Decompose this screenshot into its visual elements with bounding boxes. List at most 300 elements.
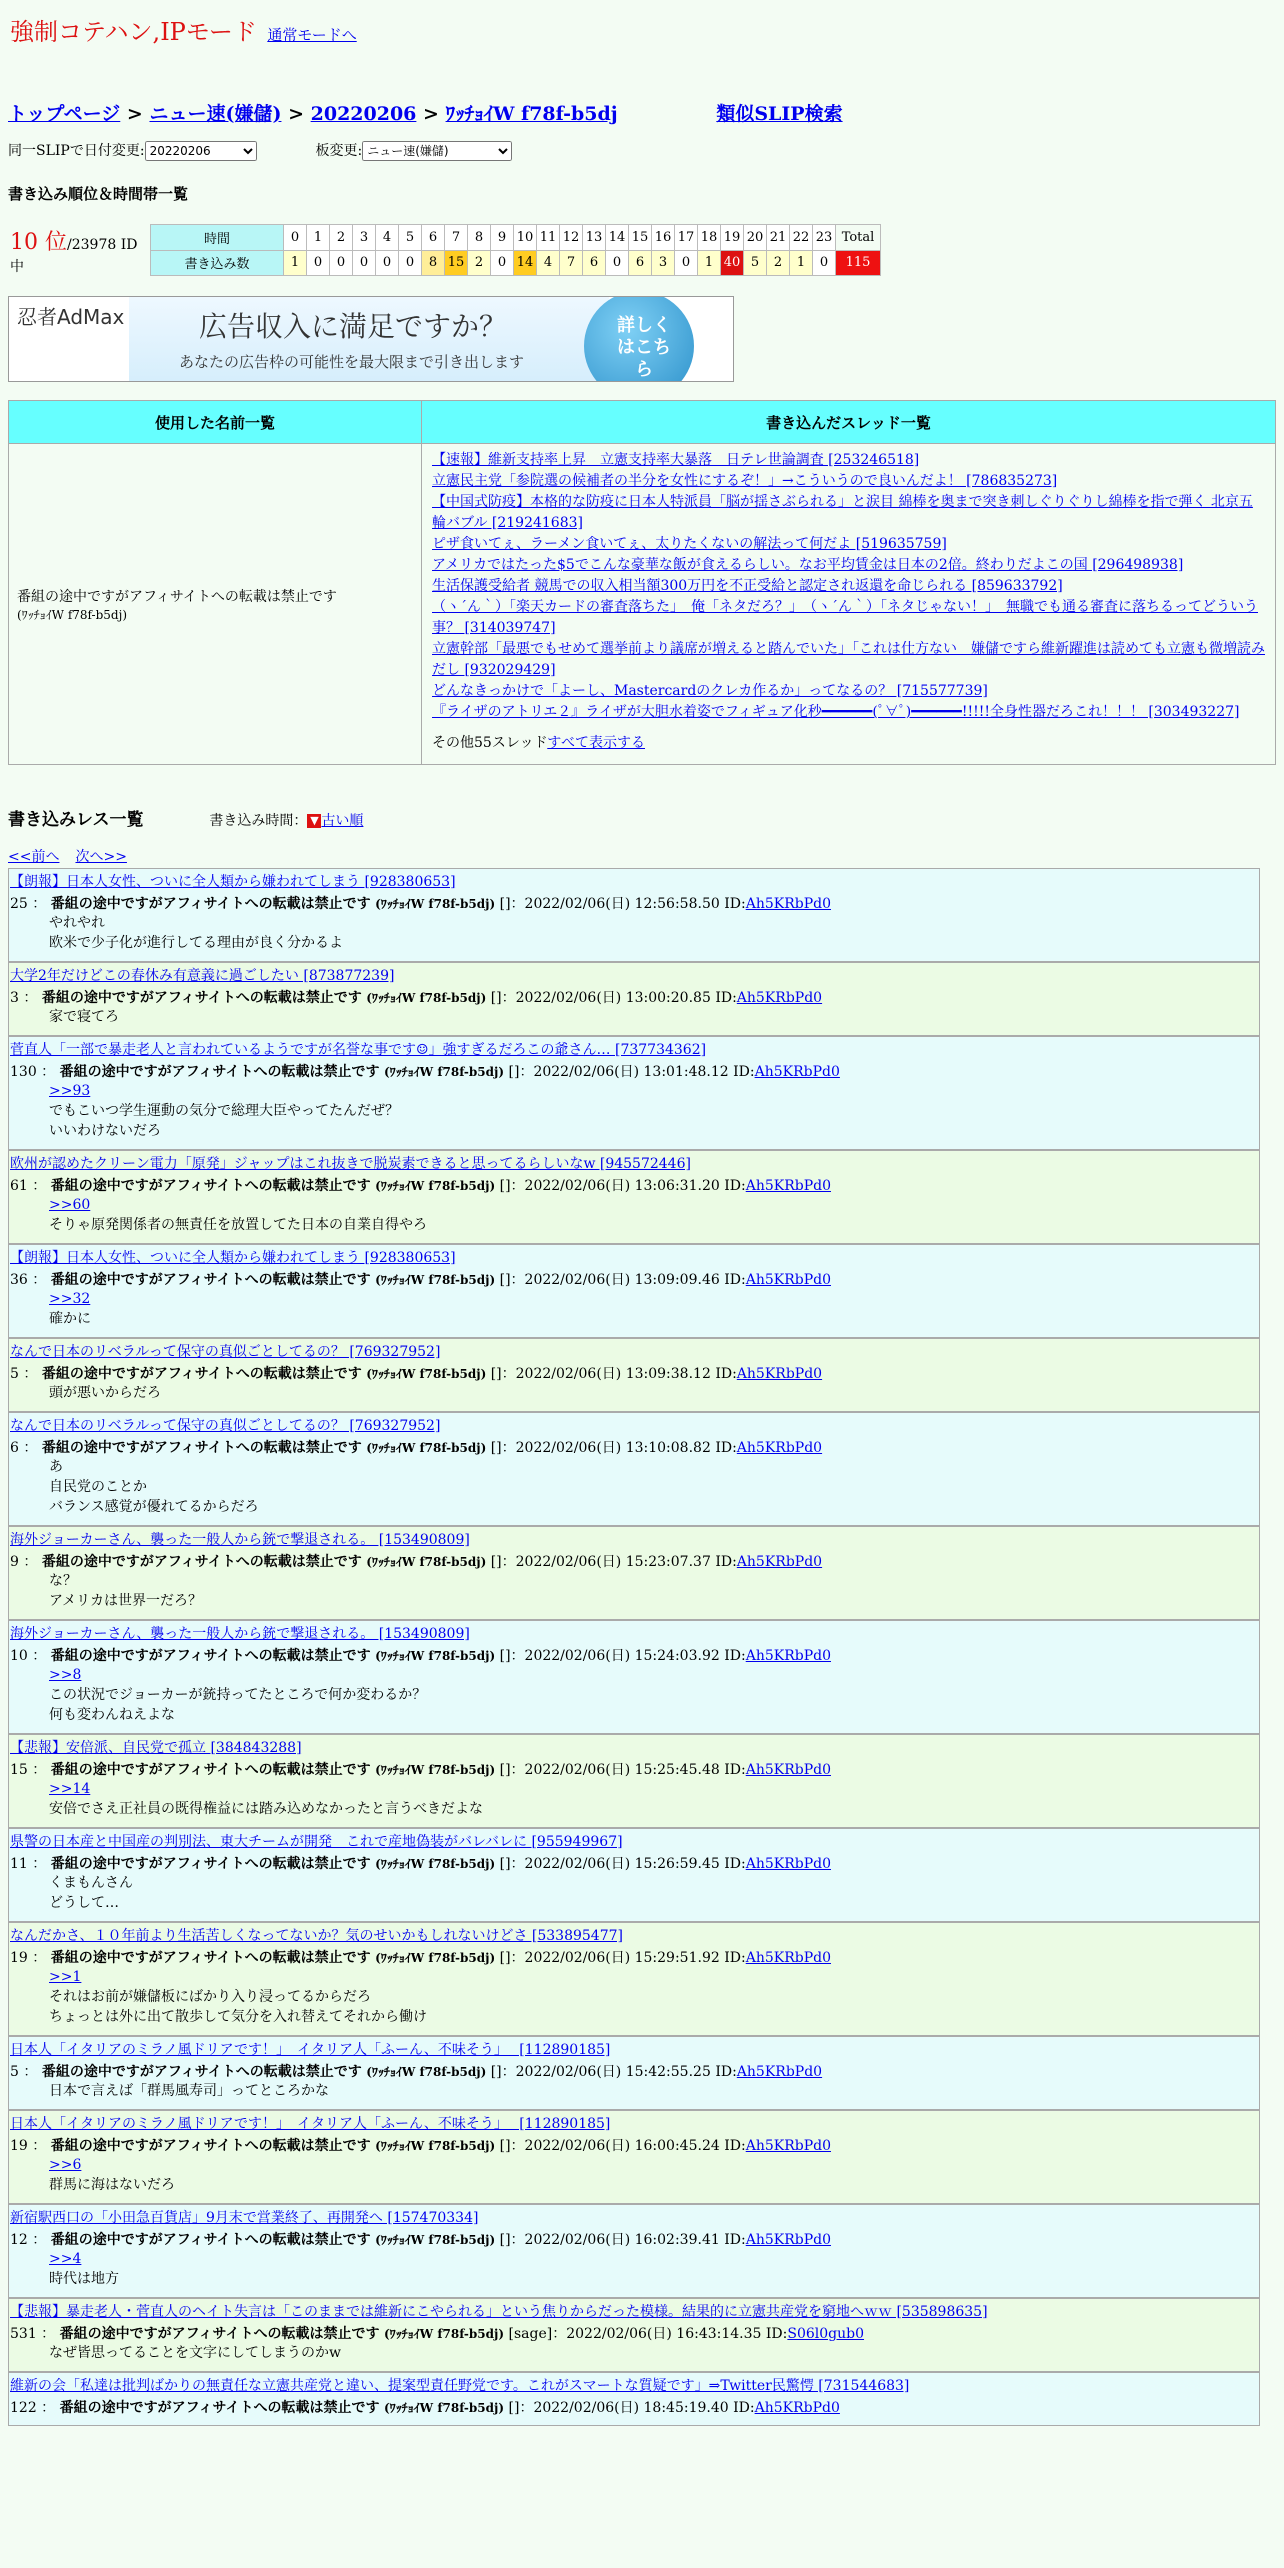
hour-header-cell: 12	[560, 225, 583, 251]
post-date: 2022/02/06(日) 15:24:03.92	[524, 1648, 720, 1664]
hour-count-cell: 14	[514, 250, 537, 276]
post-thread-link[interactable]: 欧州が認めたクリーン電力「原発」ジャップはこれ抜きで脱炭素できると思ってるらしいなw [945572446]	[10, 1156, 691, 1172]
post-body	[49, 1665, 1259, 1725]
hour-header-cell: 23	[813, 225, 836, 251]
post-date: 2022/02/06(日) 15:26:59.45	[524, 1856, 720, 1872]
post-id-label: ID:	[715, 1554, 737, 1570]
hour-count-cell: 3	[652, 250, 675, 276]
post-id-link[interactable]: Ah5KRbPd0	[745, 1950, 831, 1966]
post-date: 2022/02/06(日) 15:23:07.37	[515, 1554, 711, 1570]
hour-header-cell: 22	[790, 225, 813, 251]
post-id-label: ID:	[715, 990, 737, 1006]
ad-logo: 忍者AdMax	[17, 305, 125, 329]
post-name: 番組の途中ですがアフィサイトへの転載は禁止です	[50, 1950, 371, 1966]
thread-link[interactable]: どんなきっかけで「よーし、Mastercardのクレカ作るか」ってなるの？ [715577739]	[432, 683, 988, 699]
threads-cell	[422, 444, 1276, 765]
ad-subtitle: あなたの広告枠の可能性を最大限まで引き出します	[179, 353, 525, 371]
post-number: 11	[10, 1856, 28, 1872]
post-item	[8, 1412, 1260, 1526]
post-text-line: 欧米で少子化が進行してる理由が良く分かるよ	[49, 935, 343, 951]
post-trip: (ﾜｯﾁｮｲW f78f-b5dj)	[366, 1555, 487, 1569]
post-thread-link[interactable]: なんだかさ、１０年前より生活苦しくなってないか？気のせいかもしれないけどさ [533895477]	[10, 1928, 623, 1944]
post-id-link[interactable]: Ah5KRbPd0	[745, 1272, 831, 1288]
post-name: 番組の途中ですがアフィサイトへの転載は禁止です	[41, 2064, 362, 2080]
post-trip: (ﾜｯﾁｮｲW f78f-b5dj)	[366, 1367, 487, 1381]
post-name: 番組の途中ですがアフィサイトへの転載は禁止です	[50, 1762, 371, 1778]
post-id-link[interactable]: Ah5KRbPd0	[736, 1440, 823, 1456]
post-meta: 6 ： 番組の途中ですがアフィサイトへの転載は禁止です (ﾜｯﾁｮｲW f78f-b5dj) []：2022/02/06(日) 13:10:08.82 ID:Ah5KRbPd0	[10, 1440, 823, 1456]
post-thread-link[interactable]: なんで日本のリベラルって保守の真似ごとしてるの？ [769327952]	[10, 1418, 441, 1434]
thread-link[interactable]: 生活保護受給者 競馬での収入相当額300万円を不正受給と認定され返還を命じられる [859633792]	[432, 578, 1063, 594]
hour-count-cell: 7	[560, 250, 583, 276]
hour-count-cell: 0	[376, 250, 399, 276]
post-trip: (ﾜｯﾁｮｲW f78f-b5dj)	[375, 2233, 496, 2247]
post-thread-link[interactable]: 【朗報】日本人女性、ついに全人類から嫌われてしまう [928380653]	[10, 874, 456, 890]
breadcrumb-top[interactable]: トップページ	[8, 103, 121, 125]
hour-header-cell: 14	[606, 225, 629, 251]
post-body	[49, 1383, 1259, 1403]
breadcrumb-board[interactable]: ニュー速(嫌儲)	[149, 103, 282, 125]
post-id-label: ID:	[724, 1648, 746, 1664]
post-id-link[interactable]: Ah5KRbPd0	[736, 1554, 823, 1570]
post-date: 2022/02/06(日) 15:42:55.25	[515, 2064, 711, 2080]
post-number: 9	[10, 1554, 19, 1570]
post-body	[49, 1007, 1259, 1027]
show-all-threads-link[interactable]: すべて表示する	[547, 735, 645, 751]
threads-header: 書き込んだスレッド一覧	[422, 401, 1276, 444]
post-id-label: ID:	[715, 2064, 737, 2080]
thread-link[interactable]: 立憲幹部「最悪でもせめて選挙前より議席が増えると踏んでいた」「これは仕方ない 嫌儲ですら維新躍進は読めても立憲も微増読みだし [932029429]	[432, 641, 1265, 678]
post-text-line: 確かに	[49, 1311, 91, 1327]
hour-header-cell: 0	[284, 225, 307, 251]
post-id-link[interactable]: Ah5KRbPd0	[745, 896, 831, 912]
post-trip: (ﾜｯﾁｮｲW f78f-b5dj)	[375, 1179, 496, 1193]
ad-banner[interactable]	[8, 296, 734, 382]
post-id-label: ID:	[724, 2138, 746, 2154]
post-name: 番組の途中ですがアフィサイトへの転載は禁止です	[50, 2232, 371, 2248]
thread-link[interactable]: （ヽ´ん｀）「楽天カードの審査落ちた」 俺「ネタだろ？」 （ヽ´ん｀）「ネタじゃない！」 無職でも通る審査に落ちるってどういう事？ [314039747]	[432, 599, 1258, 636]
post-trip: (ﾜｯﾁｮｲW f78f-b5dj)	[384, 2327, 505, 2341]
post-date: 2022/02/06(日) 15:29:51.92	[524, 1950, 720, 1966]
post-name: 番組の途中ですがアフィサイトへの転載は禁止です	[59, 1064, 380, 1080]
post-text-line: なぜ皆思ってることを文字にしてしまうのかw	[49, 2345, 341, 2361]
post-date: 2022/02/06(日) 16:02:39.41	[524, 2232, 720, 2248]
hour-count-cell: 15	[445, 250, 468, 276]
used-trip: (ﾜｯﾁｮｲW f78f-b5dj)	[17, 607, 128, 622]
post-id-link[interactable]: Ah5KRbPd0	[745, 2232, 831, 2248]
post-number: 5	[10, 1366, 19, 1382]
thread-link[interactable]: アメリカではたった$5でこんな豪華な飯が食えるらしい。なお平均賃金は日本の2倍。終わりだよこの国 [296498938]	[432, 557, 1184, 573]
post-mail: []	[499, 2232, 511, 2248]
post-body	[49, 1289, 1259, 1329]
post-date: 2022/02/06(日) 12:56:58.50	[524, 896, 720, 912]
post-name: 番組の途中ですがアフィサイトへの転載は禁止です	[50, 1648, 371, 1664]
post-date: 2022/02/06(日) 16:43:14.35	[566, 2326, 762, 2342]
hour-header-cell: 20	[744, 225, 767, 251]
post-number: 25	[10, 896, 28, 912]
post-id-label: ID:	[715, 1440, 737, 1456]
post-item	[8, 1828, 1260, 1922]
post-thread-link[interactable]: 維新の会「私達は批判ばかりの無責任な立憲共産党と違い、提案型責任野党です。これがスマートな質疑です」⇒Twitter民驚愕 [731544683]	[10, 2378, 910, 2394]
post-trip: (ﾜｯﾁｮｲW f78f-b5dj)	[366, 2065, 487, 2079]
post-item	[8, 2298, 1260, 2372]
post-id-label: ID:	[724, 1762, 746, 1778]
reply-anchor-link[interactable]: >>4	[49, 2251, 82, 2267]
thread-link[interactable]: 【中国式防疫】本格的な防疫に日本人特派員「脳が揺さぶられる」と涙目 綿棒を奥まで突き刺しぐりぐりし綿棒を指で弾く 北京五輪バブル [219241683]	[432, 494, 1253, 531]
hour-header-cell: 13	[583, 225, 606, 251]
post-item	[8, 1526, 1260, 1620]
time-sort-label: 書き込み時間：	[209, 813, 308, 829]
post-id-link[interactable]: S06l0gub0	[787, 2326, 865, 2342]
hour-count-cell: 8	[422, 250, 445, 276]
hour-header-cell: 2	[330, 225, 353, 251]
post-body	[49, 2343, 1259, 2363]
post-thread-link[interactable]: 大学2年だけどこの春休み有意義に過ごしたい [873877239]	[10, 968, 395, 984]
post-thread-link[interactable]: 県警の日本産と中国産の判別法、東大チームが開発 これで産地偽装がバレバレに [955949967]	[10, 1834, 623, 1850]
post-body	[49, 1873, 1259, 1913]
post-text-line: 日本で言えば「群馬風寿司」ってところかな	[49, 2083, 329, 2099]
hour-header-cell: 10	[514, 225, 537, 251]
post-id-label: ID:	[733, 1064, 755, 1080]
posts-heading-bar	[8, 805, 1260, 830]
post-item	[8, 962, 1260, 1036]
post-number: 122	[10, 2400, 37, 2416]
ad-title: 広告収入に満足ですか？	[199, 310, 508, 343]
post-item	[8, 1922, 1260, 2036]
post-text-line: ちょっとは外に出て散歩して気分を入れ替えてそれから働け	[49, 2009, 427, 2025]
post-number: 10	[10, 1648, 28, 1664]
post-meta: 3 ： 番組の途中ですがアフィサイトへの転載は禁止です (ﾜｯﾁｮｲW f78f-b5dj) []：2022/02/06(日) 13:00:20.85 ID:Ah5KRbPd0	[10, 990, 823, 1006]
sort-down-icon[interactable]: ▼	[307, 814, 321, 828]
post-id-link[interactable]: Ah5KRbPd0	[754, 1064, 840, 1080]
post-trip: (ﾜｯﾁｮｲW f78f-b5dj)	[375, 1951, 496, 1965]
similar-slip-search-link[interactable]: 類似SLIP検索	[716, 103, 843, 125]
post-trip: (ﾜｯﾁｮｲW f78f-b5dj)	[375, 897, 496, 911]
thread-link[interactable]: 立憲民主党「参院選の候補者の半分を女性にするぞ！」→こういうので良いんだよ！ [786835273]	[432, 473, 1058, 489]
post-body	[49, 1457, 1259, 1517]
hour-count-cell: 0	[675, 250, 698, 276]
normal-mode-link[interactable]: 通常モードへ	[267, 26, 357, 44]
hour-header-cell: 8	[468, 225, 491, 251]
post-mail: []	[490, 1554, 502, 1570]
hour-count-cell: 40	[721, 250, 744, 276]
hour-count-cell: 0	[353, 250, 376, 276]
thread-link[interactable]: 『ライザのアトリエ２』ライザが大胆水着姿でフィギュア化秒━━━━━━(ﾟ∀ﾟ)━━━━━━!!!!!全身性器だろこれ！！！ [303493227]	[432, 704, 1240, 720]
names-cell	[9, 444, 422, 765]
post-mail: []	[499, 1950, 511, 1966]
post-item	[8, 2372, 1260, 2426]
post-thread-link[interactable]: 日本人「イタリアのミラノ風ドリアです！」 イタリア人「ふーん、不味そう」 [112890185]	[10, 2042, 611, 2058]
post-trip: (ﾜｯﾁｮｲW f78f-b5dj)	[366, 1441, 487, 1455]
post-id-label: ID:	[715, 1366, 737, 1382]
same-slip-label: 同一SLIPで日付変更:	[8, 143, 145, 159]
hour-header-cell: 6	[422, 225, 445, 251]
post-text-line: それはお前が嫌儲板にばかり入り浸ってるからだろ	[49, 1989, 371, 2005]
ranking-heading: 書き込み順位＆時間帯一覧	[8, 185, 189, 203]
post-meta: 15 ： 番組の途中ですがアフィサイトへの転載は禁止です (ﾜｯﾁｮｲW f78f-b5dj) []：2022/02/06(日) 15:25:45.48 ID:Ah5KRbPd0	[10, 1762, 831, 1778]
mode-bar	[10, 12, 1260, 47]
post-name: 番組の途中ですがアフィサイトへの転載は禁止です	[59, 2326, 380, 2342]
post-id-label: ID:	[724, 1856, 746, 1872]
post-id-label: ID:	[724, 1950, 746, 1966]
post-item	[8, 1150, 1260, 1244]
post-meta: 9 ： 番組の途中ですがアフィサイトへの転載は禁止です (ﾜｯﾁｮｲW f78f-b5dj) []：2022/02/06(日) 15:23:07.37 ID:Ah5KRbPd0	[10, 1554, 823, 1570]
post-trip: (ﾜｯﾁｮｲW f78f-b5dj)	[384, 1065, 505, 1079]
post-id-label: ID:	[724, 2232, 746, 2248]
hour-header-cell: 11	[537, 225, 560, 251]
post-item	[8, 2110, 1260, 2204]
post-mail: []	[499, 1648, 511, 1664]
post-number: 6	[10, 1440, 19, 1456]
board-select[interactable]	[362, 141, 512, 161]
post-text-line: そりゃ原発関係者の無責任を放置してた日本の自業自得やろ	[49, 1217, 427, 1233]
post-id-label: ID:	[724, 1272, 746, 1288]
post-date: 2022/02/06(日) 13:00:20.85	[515, 990, 711, 1006]
reply-anchor-link[interactable]: >>6	[49, 2157, 82, 2173]
post-item	[8, 1036, 1260, 1150]
hour-count-cell: 0	[606, 250, 629, 276]
hour-header-cell: 7	[445, 225, 468, 251]
post-name: 番組の途中ですがアフィサイトへの転載は禁止です	[59, 2400, 380, 2416]
post-body	[49, 2249, 1259, 2289]
post-meta: 19 ： 番組の途中ですがアフィサイトへの転載は禁止です (ﾜｯﾁｮｲW f78f-b5dj) []：2022/02/06(日) 16:00:45.24 ID:Ah5KRbPd0	[10, 2138, 831, 2154]
post-id-link[interactable]: Ah5KRbPd0	[736, 990, 823, 1006]
post-name: 番組の途中ですがアフィサイトへの転載は禁止です	[41, 1366, 362, 1382]
post-name: 番組の途中ですがアフィサイトへの転載は禁止です	[50, 1856, 371, 1872]
post-meta: 5 ： 番組の途中ですがアフィサイトへの転載は禁止です (ﾜｯﾁｮｲW f78f-b5dj) []：2022/02/06(日) 15:42:55.25 ID:Ah5KRbPd0	[10, 2064, 823, 2080]
post-item	[8, 868, 1260, 962]
post-name: 番組の途中ですがアフィサイトへの転載は禁止です	[50, 1178, 371, 1194]
hour-header-cell: Total	[836, 225, 881, 251]
post-item	[8, 1734, 1260, 1828]
post-meta: 5 ： 番組の途中ですがアフィサイトへの転載は禁止です (ﾜｯﾁｮｲW f78f-b5dj) []：2022/02/06(日) 13:09:38.12 ID:Ah5KRbPd0	[10, 1366, 823, 1382]
post-trip: (ﾜｯﾁｮｲW f78f-b5dj)	[375, 1649, 496, 1663]
thread-link[interactable]: 【速報】維新支持率上昇 立憲支持率大暴落 日テレ世論調査 [253246518]	[432, 452, 920, 468]
post-list	[8, 868, 1260, 2426]
same-slip-date-select[interactable]	[145, 141, 257, 161]
post-date: 2022/02/06(日) 13:10:08.82	[515, 1440, 711, 1456]
breadcrumb	[8, 99, 1260, 126]
post-meta: 36 ： 番組の途中ですがアフィサイトへの転載は禁止です (ﾜｯﾁｮｲW f78f-b5dj) []：2022/02/06(日) 13:09:09.46 ID:Ah5KRbPd0	[10, 1272, 831, 1288]
post-text-line: 家で寝てろ	[49, 1009, 119, 1025]
post-thread-link[interactable]: 日本人「イタリアのミラノ風ドリアです！」 イタリア人「ふーん、不味そう」 [112890185]	[10, 2116, 611, 2132]
post-id-link[interactable]: Ah5KRbPd0	[736, 1366, 823, 1382]
post-mail: []	[499, 896, 511, 912]
post-name: 番組の途中ですがアフィサイトへの転載は禁止です	[41, 990, 362, 1006]
time-row-label: 時間	[151, 225, 284, 251]
hour-count-cell: 6	[629, 250, 652, 276]
post-number: 19	[10, 1950, 28, 1966]
post-name: 番組の途中ですがアフィサイトへの転載は禁止です	[50, 2138, 371, 2154]
selector-bar	[8, 140, 1260, 161]
hour-header-cell: 3	[353, 225, 376, 251]
post-text-line: あ	[49, 1459, 63, 1475]
post-mail: []	[499, 2138, 511, 2154]
count-row-label: 書き込み数	[151, 250, 284, 276]
post-id-link[interactable]: Ah5KRbPd0	[745, 2138, 831, 2154]
reply-anchor-link[interactable]: >>60	[49, 1197, 91, 1213]
rank-number: 10 位	[10, 229, 67, 255]
post-number: 36	[10, 1272, 28, 1288]
post-name: 番組の途中ですがアフィサイトへの転載は禁止です	[41, 1554, 362, 1570]
post-trip: (ﾜｯﾁｮｲW f78f-b5dj)	[375, 1857, 496, 1871]
post-text-line: いいわけないだろ	[49, 1123, 161, 1139]
ad-button-label[interactable]: 詳しくはこちら	[617, 315, 671, 380]
post-number: 15	[10, 1762, 28, 1778]
post-id-link[interactable]: Ah5KRbPd0	[754, 2400, 840, 2416]
hour-header-cell: 21	[767, 225, 790, 251]
post-date: 2022/02/06(日) 15:25:45.48	[524, 1762, 720, 1778]
post-text-line: 何も変わんねえよな	[49, 1707, 175, 1723]
hour-header-cell: 19	[721, 225, 744, 251]
post-text-line: 群馬に海はないだろ	[49, 2177, 175, 2193]
post-number: 61	[10, 1178, 28, 1194]
post-text-line: アメリカは世界一だろ？	[49, 1593, 203, 1609]
reply-anchor-link[interactable]: >>32	[49, 1291, 91, 1307]
rank-total: /23978 ID中	[10, 236, 138, 275]
post-id-label: ID:	[765, 2326, 788, 2342]
post-id-link[interactable]: Ah5KRbPd0	[745, 1648, 831, 1664]
post-date: 2022/02/06(日) 13:01:48.12	[533, 1064, 729, 1080]
more-threads-count: その他55スレッド	[432, 735, 548, 751]
reply-anchor-link[interactable]: >>93	[49, 1083, 91, 1099]
post-text-line: 頭が悪いからだろ	[49, 1385, 161, 1401]
post-name: 番組の途中ですがアフィサイトへの転載は禁止です	[50, 896, 371, 912]
post-number: 5	[10, 2064, 19, 2080]
hour-header-cell: 1	[307, 225, 330, 251]
post-thread-link[interactable]: 【悲報】安倍派、自民党で孤立 [384843288]	[10, 1740, 302, 1756]
names-header: 使用した名前一覧	[9, 401, 422, 444]
post-thread-link[interactable]: なんで日本のリベラルって保守の真似ごとしてるの？ [769327952]	[10, 1344, 441, 1360]
post-body	[49, 1195, 1259, 1235]
post-id-label: ID:	[724, 1178, 746, 1194]
post-thread-link[interactable]: 【朗報】日本人女性、ついに全人類から嫌われてしまう [928380653]	[10, 1250, 456, 1266]
post-meta: 130 ： 番組の途中ですがアフィサイトへの転載は禁止です (ﾜｯﾁｮｲW f78f-b5dj) []：2022/02/06(日) 13:01:48.12 ID:Ah5KRbPd0	[10, 1064, 840, 1080]
prev-page-link[interactable]: <<前へ	[8, 849, 60, 865]
post-date: 2022/02/06(日) 13:09:38.12	[515, 1366, 711, 1382]
hour-count-cell: 1	[790, 250, 813, 276]
post-id-link[interactable]: Ah5KRbPd0	[745, 1178, 831, 1194]
post-mail: []	[490, 1366, 502, 1382]
post-text-line: やれやれ	[49, 915, 105, 931]
hour-count-cell: 6	[583, 250, 606, 276]
hour-header-cell: 18	[698, 225, 721, 251]
reply-anchor-link[interactable]: >>1	[49, 1969, 82, 1985]
post-date: 2022/02/06(日) 16:00:45.24	[524, 2138, 720, 2154]
post-meta: 61 ： 番組の途中ですがアフィサイトへの転載は禁止です (ﾜｯﾁｮｲW f78f-b5dj) []：2022/02/06(日) 13:06:31.20 ID:Ah5KRbPd0	[10, 1178, 831, 1194]
post-meta: 10 ： 番組の途中ですがアフィサイトへの転載は禁止です (ﾜｯﾁｮｲW f78f-b5dj) []：2022/02/06(日) 15:24:03.92 ID:Ah5KRbPd0	[10, 1648, 831, 1664]
more-threads	[432, 733, 1265, 754]
post-item	[8, 2036, 1260, 2110]
post-meta: 25 ： 番組の途中ですがアフィサイトへの転載は禁止です (ﾜｯﾁｮｲW f78f-b5dj) []：2022/02/06(日) 12:56:58.50 ID:Ah5KRbPd0	[10, 896, 831, 912]
post-thread-link[interactable]: 海外ジョーカーさん、襲った一般人から銃で撃退される。 [153490809]	[10, 1532, 470, 1548]
post-number: 130	[10, 1064, 37, 1080]
post-body	[49, 1571, 1259, 1611]
used-name: 番組の途中ですがアフィサイトへの転載は禁止です	[17, 588, 337, 605]
hour-count-cell: 0	[399, 250, 422, 276]
hour-count-cell: 0	[491, 250, 514, 276]
hour-count-cell: 115	[836, 250, 881, 276]
post-meta: 122 ： 番組の途中ですがアフィサイトへの転載は禁止です (ﾜｯﾁｮｲW f78f-b5dj) []：2022/02/06(日) 18:45:19.40 ID:Ah5KRbPd0	[10, 2400, 840, 2416]
posts-heading: 書き込みレス一覧	[8, 810, 144, 830]
post-thread-link[interactable]: 海外ジョーカーさん、襲った一般人から銃で撃退される。 [153490809]	[10, 1626, 470, 1642]
post-text-line: でもこいつ学生運動の気分で総理大臣やってたんだぜ？	[49, 1103, 399, 1119]
breadcrumb-slip[interactable]: ﾜｯﾁｮｲW f78f-b5dj	[445, 103, 618, 125]
hour-count-cell: 5	[744, 250, 767, 276]
post-body	[49, 2081, 1259, 2101]
post-text-line: 時代は地方	[49, 2271, 119, 2287]
post-mail: []	[490, 2064, 502, 2080]
hour-count-cell: 4	[537, 250, 560, 276]
thread-link[interactable]: ピザ食いてぇ、ラーメン食いてぇ、太りたくないの解法って何だよ [519635759]	[432, 536, 947, 552]
post-name: 番組の途中ですがアフィサイトへの転載は禁止です	[50, 1272, 371, 1288]
thread-list	[432, 450, 1265, 723]
reply-anchor-link[interactable]: >>8	[49, 1667, 82, 1683]
reply-anchor-link[interactable]: >>14	[49, 1781, 91, 1797]
post-text-line: どうして…	[49, 1895, 119, 1911]
post-item	[8, 2204, 1260, 2298]
post-trip: (ﾜｯﾁｮｲW f78f-b5dj)	[366, 991, 487, 1005]
post-number: 12	[10, 2232, 28, 2248]
ranking-table	[8, 224, 881, 276]
post-mail: []	[490, 990, 502, 1006]
post-body	[49, 1081, 1259, 1141]
post-thread-link[interactable]: 菅直人「一部で暴走老人と言われているようですが名誉な事です☺」強すぎるだろこの爺さん…󠄀 [737734362]	[10, 1042, 707, 1058]
hour-header-cell: 16	[652, 225, 675, 251]
post-date: 2022/02/06(日) 18:45:19.40	[533, 2400, 729, 2416]
post-text-line: くまもんさん	[49, 1875, 133, 1891]
post-mail: []	[508, 2400, 520, 2416]
post-item	[8, 1620, 1260, 1734]
post-mail: []	[508, 1064, 520, 1080]
post-number: 19	[10, 2138, 28, 2154]
pager	[8, 846, 1260, 866]
post-id-link[interactable]: Ah5KRbPd0	[745, 1762, 831, 1778]
post-thread-link[interactable]: 新宿駅西口の「小田急百貨店」9月末で営業終了、再開発へ [157470334]	[10, 2210, 479, 2226]
hour-count-cell: 0	[813, 250, 836, 276]
post-number: 3	[10, 990, 19, 1006]
hour-header-cell: 9	[491, 225, 514, 251]
next-page-link[interactable]: 次へ>>	[75, 849, 127, 865]
hour-count-cell: 1	[284, 250, 307, 276]
post-mail: []	[499, 1762, 511, 1778]
breadcrumb-separator: >	[126, 103, 143, 125]
breadcrumb-separator: >	[423, 103, 439, 125]
oldest-first-link[interactable]: 古い順	[321, 813, 364, 829]
post-meta: 531 ： 番組の途中ですがアフィサイトへの転載は禁止です (ﾜｯﾁｮｲW f78f-b5dj) [sage]：2022/02/06(日) 16:43:14.35 ID:S06l0gub0	[10, 2326, 865, 2342]
post-date: 2022/02/06(日) 13:09:09.46	[524, 1272, 720, 1288]
post-text-line: 安倍でさえ正社員の既得権益には踏み込めなかったと言うべきだよな	[49, 1801, 483, 1817]
post-body	[49, 1967, 1259, 2027]
post-id-label: ID:	[724, 896, 746, 912]
post-id-link[interactable]: Ah5KRbPd0	[736, 2064, 823, 2080]
post-trip: (ﾜｯﾁｮｲW f78f-b5dj)	[384, 2401, 505, 2415]
breadcrumb-separator: >	[288, 103, 304, 125]
post-mail: []	[499, 1178, 511, 1194]
hour-header-cell: 15	[629, 225, 652, 251]
post-id-link[interactable]: Ah5KRbPd0	[745, 1856, 831, 1872]
hour-count-cell: 1	[698, 250, 721, 276]
post-mail: []	[490, 1440, 502, 1456]
post-trip: (ﾜｯﾁｮｲW f78f-b5dj)	[375, 1763, 496, 1777]
post-thread-link[interactable]: 【悲報】暴走老人・菅直人のヘイト失言は「このままでは維新にこやられる」という焦りからだった模様。結果的に立憲共産党を窮地へｗｗ [535898635]	[10, 2304, 988, 2320]
breadcrumb-date[interactable]: 20220206	[310, 103, 417, 125]
mode-title: 強制コテハン,IPモード	[10, 18, 257, 46]
hour-header-cell: 5	[399, 225, 422, 251]
post-body	[49, 2155, 1259, 2195]
post-text-line: 自民党のことか	[49, 1479, 147, 1495]
post-meta: 11 ： 番組の途中ですがアフィサイトへの転載は禁止です (ﾜｯﾁｮｲW f78f-b5dj) []：2022/02/06(日) 15:26:59.45 ID:Ah5KRbPd0	[10, 1856, 831, 1872]
